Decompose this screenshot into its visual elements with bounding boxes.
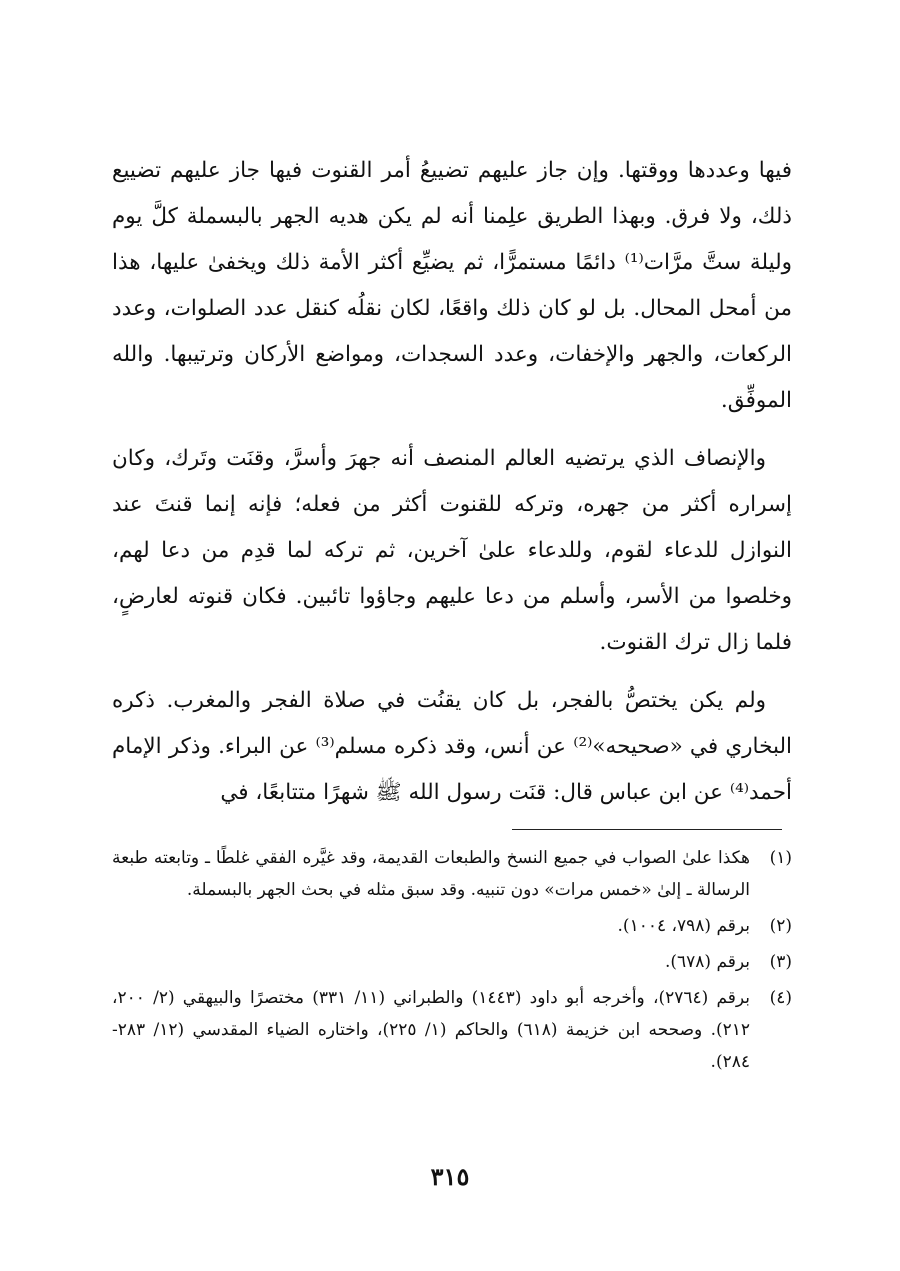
footnotes [112, 842, 792, 1082]
footnote-text: برقم (٦٧٨). [664, 952, 750, 972]
footnote-4 [112, 982, 792, 1078]
footnote-text: برقم (٢٧٦٤)، وأخرجه أبو داود (١٤٤٣) والطبراني (١١/ ٣٣١) مختصرًا والبيهقي (٢/ ٢٠٠، ٢١٢). وصححه ابن خزيمة (٦١٨) والحاكم (١/ ٢٢٥)، واختاره الضياء المقدسي (١٢/ ٢٨٣- ٢٨٤). [112, 988, 751, 1072]
footnote-3 [112, 946, 792, 978]
footnote-number: (٣) [769, 952, 792, 972]
paragraph-2: والإنصاف الذي يرتضيه العالم المنصف أنه جهرَ وأسرَّ، وقنَت وتَرك، وكان إسراره أكثر من جهره، وتركه للقنوت أكثر من فعله؛ فإنه إنما قنتَ عند النوازل للدعاء لقوم، وللدعاء علىٰ آخرين، ثم تركه لما قدِم من دعا لهم، وخلصوا من الأسر، وأسلم من دعا عليهم وجاؤوا تائبين. فكان قنوته لعارضٍ، فلما زال ترك القنوت. [112, 446, 792, 655]
footnote-divider [512, 829, 782, 830]
paragraph-3: ولم يكن يختصُّ بالفجر، بل كان يقنُت في صلاة الفجر والمغرب. ذكره البخاري في «صحيحه»⁽²⁾ عن أنس، وقد ذكره مسلم⁽³⁾ عن البراء. وذكر الإمام أحمد⁽⁴⁾ عن ابن عباس قال: قنَت رسول الله ﷺ شهرًا متتابعًا، في [112, 688, 792, 805]
paragraph-1: فيها وعددها ووقتها. وإن جاز عليهم تضييعُ أمر القنوت فيها جاز عليهم تضييع ذلك، ولا فرق. وبهذا الطريق علِمنا أنه لم يكن هديه الجهر بالبسملة كلَّ يوم وليلة ستَّ مرَّات⁽¹⁾ دائمًا مستمرًّا، ثم يضيِّع أكثر الأمة ذلك ويخفىٰ عليها، هذا من أمحل المحال. بل لو كان ذلك واقعًا، لكان نقلُه كنقل عدد الصلوات، وعدد الركعات، والجهر والإخفات، وعدد السجدات، ومواضع الأركان وترتيبها. والله الموفِّق. [112, 158, 793, 413]
page-number: ٣١٥ [430, 1162, 470, 1191]
footnote-1 [112, 842, 792, 906]
footnote-number: (١) [769, 848, 792, 868]
footnote-2 [112, 910, 792, 942]
footnote-number: (٤) [769, 988, 792, 1008]
footnote-text: برقم (٧٩٨، ١٠٠٤). [617, 916, 750, 936]
footnote-text: هكذا علىٰ الصواب في جميع النسخ والطبعات القديمة، وقد غيَّره الفقي غلطًا ـ وتابعته طبعة الرسالة ـ إلىٰ «خمس مرات» دون تنبيه. وقد سبق مثله في بحث الجهر بالبسملة. [112, 848, 750, 900]
main-text [112, 148, 792, 828]
footnote-number: (٢) [769, 916, 792, 936]
